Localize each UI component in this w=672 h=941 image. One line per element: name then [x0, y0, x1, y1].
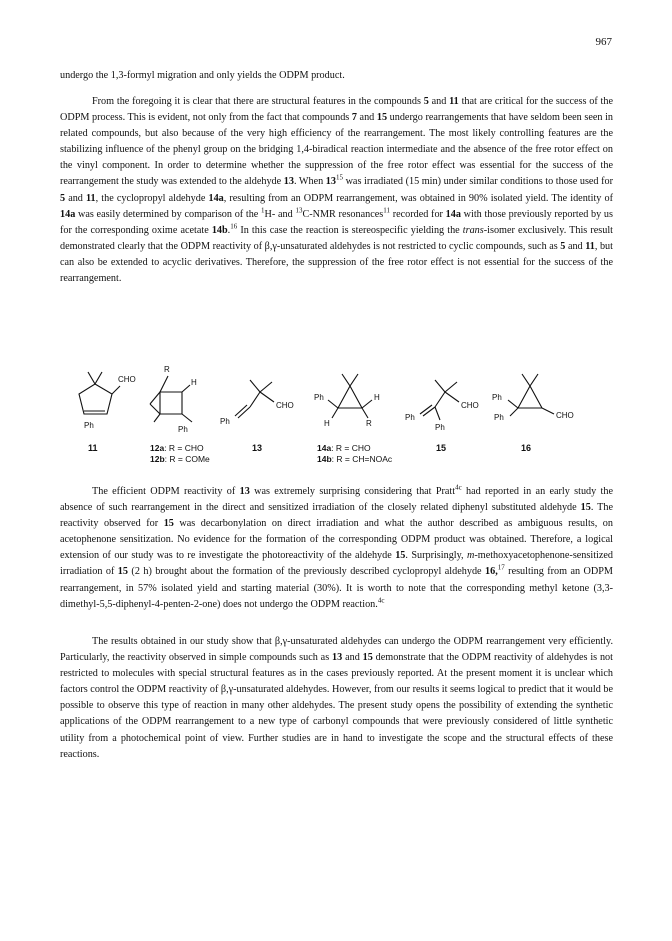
page-number: 967: [595, 36, 612, 48]
atom-ph-16-b: Ph: [494, 413, 504, 422]
atom-h-14-right: H: [374, 393, 380, 402]
atom-ph-14: Ph: [314, 393, 324, 402]
compound-label-14a: 14a: R = CHO: [317, 443, 371, 453]
atom-r-14: R: [366, 419, 372, 428]
structure-13: [235, 380, 274, 418]
paragraph-text: The efficient ODPM reactivity of 13 was extremely surprising considering that Pratt$^{4c}$ had reported in an early study the absence of such rearrangement in the direct and sensitized irradiation of the closely related diphenyl substituted aldehyde 15. The reactivity observed for 15 was decarbonylation on direct irradiation and what the author described as ambiguous results, on acetophenone sensitization. No evidence for the formation of the corresponding ODPM product was obtained. Therefore, a logical extension of our study was to re investigate the photoreactivity of the aldehyde 15. Surprisingly, m-methoxyacetophenone-sensitized irradiation of 15 (2 h) brought about the formation of the previously described cyclopropyl aldehyde 16,17 resulting from an ODPM rearrangement, in 57% isolated yield and starting material (30%). It is worth to note that the corresponding methyl ketone (3,3-dimethyl-5,5-diphenyl-4-penten-2-one) does not undergo the ODPM reaction.$^{4c}$: [60, 483, 614, 610]
paragraph-text: undergo the 1,3-formyl migration and only yields the ODPM product.: [60, 70, 345, 81]
compound-label-15: 15: [436, 443, 447, 453]
paragraph-pratt-comparison: [60, 484, 613, 613]
atom-h-12: H: [191, 378, 197, 387]
atom-cho-15: CHO: [461, 401, 479, 410]
compound-label-14b: 14b: R = CH=NOAc: [317, 454, 393, 464]
paragraph-text: From the foregoing it is clear that there are structural features in the compounds 5 and 11 that are critical for the success of the ODPM process. This is evident, not only from the fact that compounds 7 and 15 undergo rearrangements that have seldom been seen in related compounds, but also because of the very high efficiency of the rearrangement. The most likely controlling features are the stabilizing influence of the phenyl group on the bridging 1,4-biradical reaction intermediate and the absence of the free rotor effect on the vinyl component. In order to determine whether the suppression of the free rotor effect was essential for the success of the rearrangement the study was extended to the aldehyde 13. When $13^{15}$ was irradiated (15 min) under similar conditions to those used for 5 and 11, the cyclopropyl aldehyde 14a, resulting from an ODPM rearrangement, was obtained in 90% isolated yield. The identity of 14a was easily determined by comparison of the $^1$H- and $^{13}$C-NMR resonances$^{11}$ recorded for 14a with those previously reported by us for the corresponding oxime acetate 14b.$^{16}$ In this case the reaction is stereospecific yielding the trans-isomer exclusively. This result demonstrated clearly that the ODPM reactivity of β,γ-unsaturated aldehydes is not restricted to cyclic compounds, such as 5 and 11, but can also be extended to acyclic derivatives. Therefore, the suppression of the free rotor effect is not essential for the success of the rearrangement.: [60, 96, 613, 285]
structure-15: [420, 380, 459, 420]
atom-ph-11: Ph: [84, 421, 94, 430]
structure-14: [328, 374, 372, 418]
structure-16: [508, 374, 554, 416]
atom-h-14-left: H: [324, 419, 330, 428]
structure-12: [150, 376, 192, 422]
compound-label-16: 16: [521, 443, 532, 453]
atom-ph-12: Ph: [178, 425, 188, 434]
atom-ph-13: Ph: [220, 417, 230, 426]
compound-label-13: 13: [252, 443, 263, 453]
compound-label-11: 11: [88, 443, 98, 453]
paragraph-conclusions: [60, 634, 613, 763]
compound-label-12a: 12a: R = CHO: [150, 443, 204, 453]
structures-scheme: [60, 352, 613, 472]
atom-ph-15-b: Ph: [435, 423, 445, 432]
structure-11: [79, 372, 120, 414]
atom-ph-15-a: Ph: [405, 413, 415, 422]
atom-r-12: R: [164, 365, 170, 374]
atom-cho-11: CHO: [118, 375, 136, 384]
structures-drawing: [60, 352, 613, 472]
atom-ph-16-a: Ph: [492, 393, 502, 402]
atom-cho-13: CHO: [276, 401, 294, 410]
compound-label-12b: 12b: R = COMe: [150, 454, 210, 464]
paragraph-text: The results obtained in our study show that β,γ-unsaturated aldehydes can undergo the ODPM rearrangement very efficiently. Particularly, the reactivity observed in simple compounds such as 13 and 15 demonstrate that the ODPM reactivity of aldehydes is not restricted to molecules with special structural features as in the cases previously reported. At the present moment it is unclear which factors control the ODPM reactivity of β,γ-unsaturated aldehydes. However, from our results it seems logical to predict that it would be possible to observe this type of reaction in many other aldehydes. The present study opens the possibility of extending the synthetic applications of the ODPM rearrangement to a new type of carbonyl compounds that were previously considered of little synthetic utility from a photochemical point of view. Further studies are in hand to investigate the scope and the structural effects of these reactions.: [60, 636, 613, 760]
paragraph-continuation: [60, 68, 613, 84]
paragraph-structural-features: [60, 94, 613, 287]
atom-cho-16: CHO: [556, 411, 574, 420]
